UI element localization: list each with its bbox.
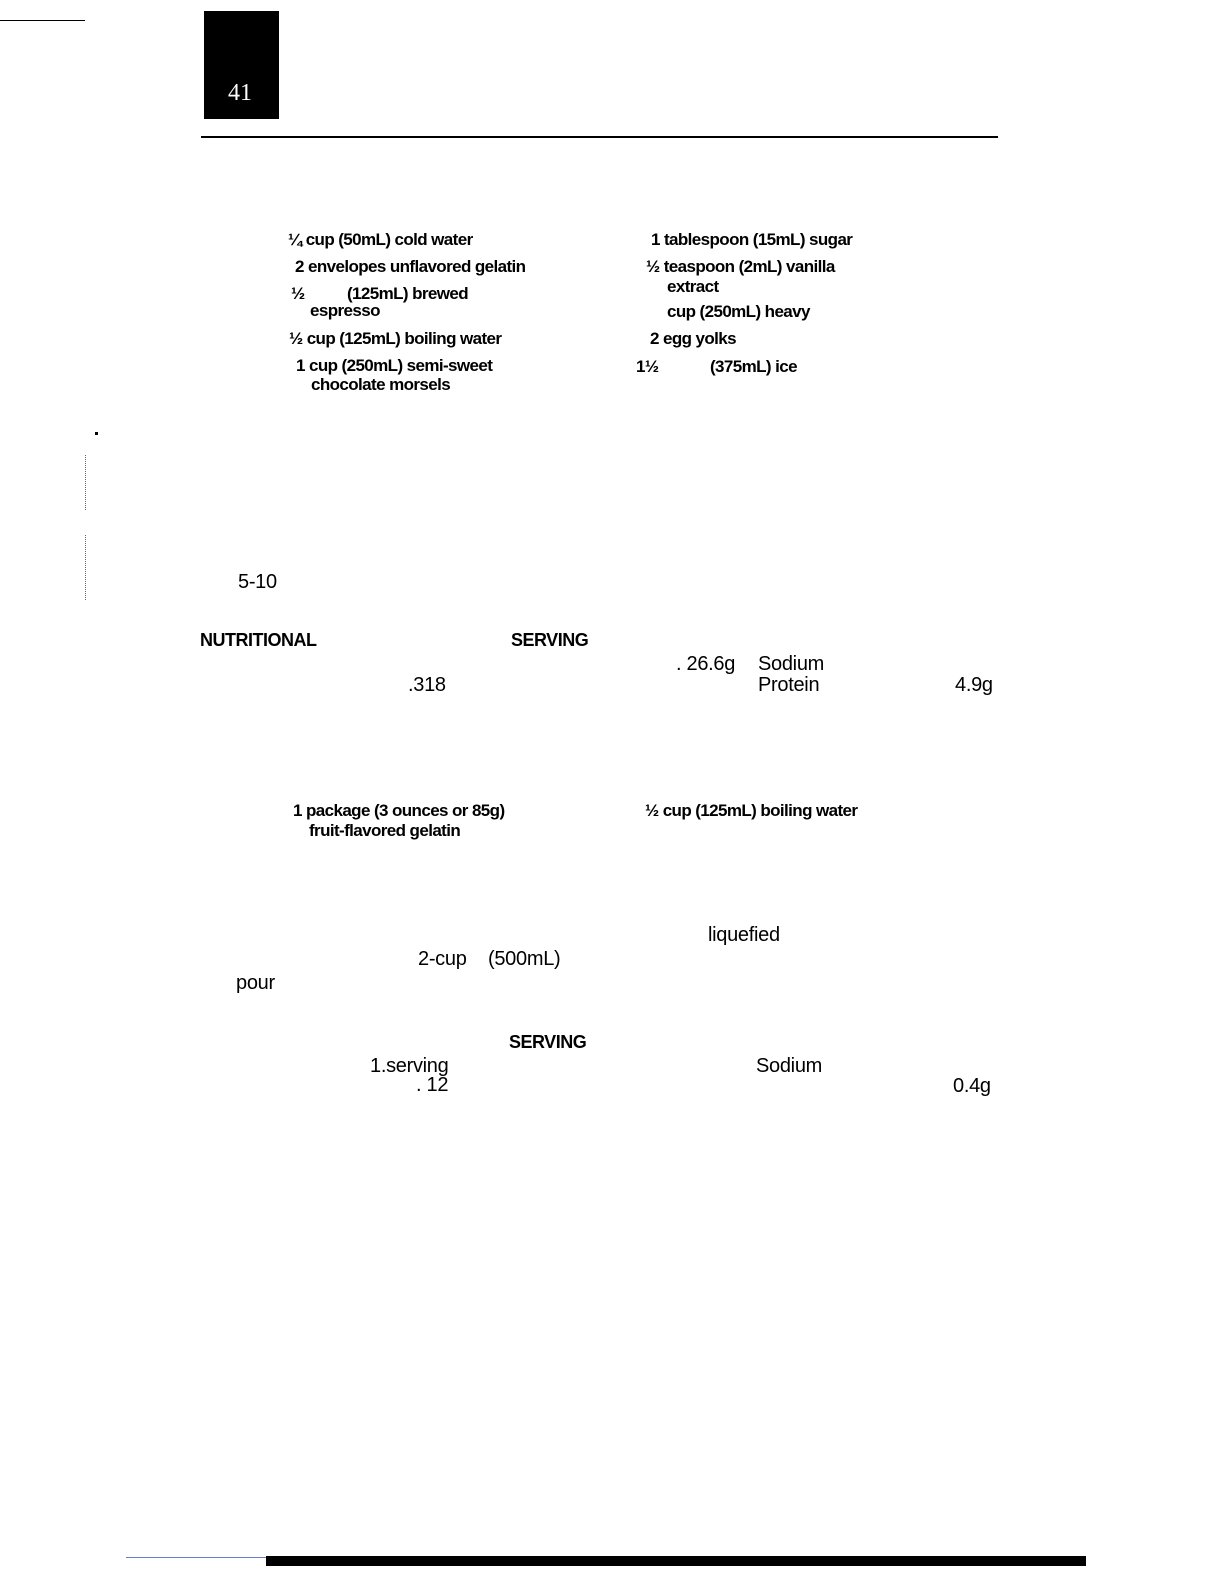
ingredient-package: 1 package (3 ounces or 85g) [293,801,505,820]
recipe1-carb-value: . 26.6g [676,653,736,675]
recipe2-sodium-label: Sodium [756,1055,823,1077]
ingredient-espresso-amount: ½ [291,284,305,303]
ingredient-gelatin: 2 envelopes unflavored gelatin [295,257,526,276]
ingredient-heavy-cream: cup (250mL) heavy [667,302,810,321]
recipe1-calories-value: .318 [408,674,446,696]
ingredient-espresso-measure: (125mL) brewed [347,284,469,303]
nutrition-label: NUTRITIONAL [200,630,317,650]
recipe1-time: 5-10 [238,571,277,593]
recipe1-serving-label: SERVING [511,630,589,650]
ingredient-vanilla-extract: extract [667,277,719,296]
recipe1-protein-label: Protein [758,674,820,696]
ingredient-chocolate-name: chocolate morsels [311,375,451,394]
bottom-black-bar [266,1556,1086,1566]
margin-dot [95,432,98,435]
ingredient-cold-water: ¼ cup (50mL) cold water [288,230,473,249]
recipe2-calories-value: . 12 [416,1074,449,1096]
ingredient-ice: (375mL) ice [710,357,797,376]
ingredient-boiling-water: ½ cup (125mL) boiling water [289,329,502,348]
text-2-cup: 2-cup [418,948,467,970]
ingredient-chocolate-amount: 1 cup (250mL) semi-sweet [296,356,493,375]
recipe2-serving-text: 1.serving [370,1055,449,1077]
header-rule [201,136,998,138]
recipe2-right-value: 0.4g [953,1075,991,1097]
bottom-blue-rule [126,1557,266,1558]
ingredient-boiling-water-2: ½ cup (125mL) boiling water [645,801,858,820]
text-pour: pour [236,972,275,994]
recipe1-protein-value: 4.9g [955,674,993,696]
ingredient-ice-amount: 1½ [636,357,659,376]
ingredient-fruit-gelatin: fruit-flavored gelatin [309,821,461,840]
ingredient-egg-yolks: 2 egg yolks [650,329,736,348]
margin-dotted-line-lower [85,535,90,600]
ingredient-espresso-name: espresso [310,301,380,320]
text-liquefied: liquefied [708,924,780,946]
margin-dotted-line [85,455,90,510]
page-number: 41 [228,80,252,106]
recipe1-sodium-label: Sodium [758,653,825,675]
top-left-rule [0,20,85,21]
text-500ml: (500mL) [488,948,561,970]
ingredient-vanilla: ½ teaspoon (2mL) vanilla [646,257,835,276]
ingredient-sugar: 1 tablespoon (15mL) sugar [651,230,853,249]
recipe2-serving-label: SERVING [509,1032,587,1052]
